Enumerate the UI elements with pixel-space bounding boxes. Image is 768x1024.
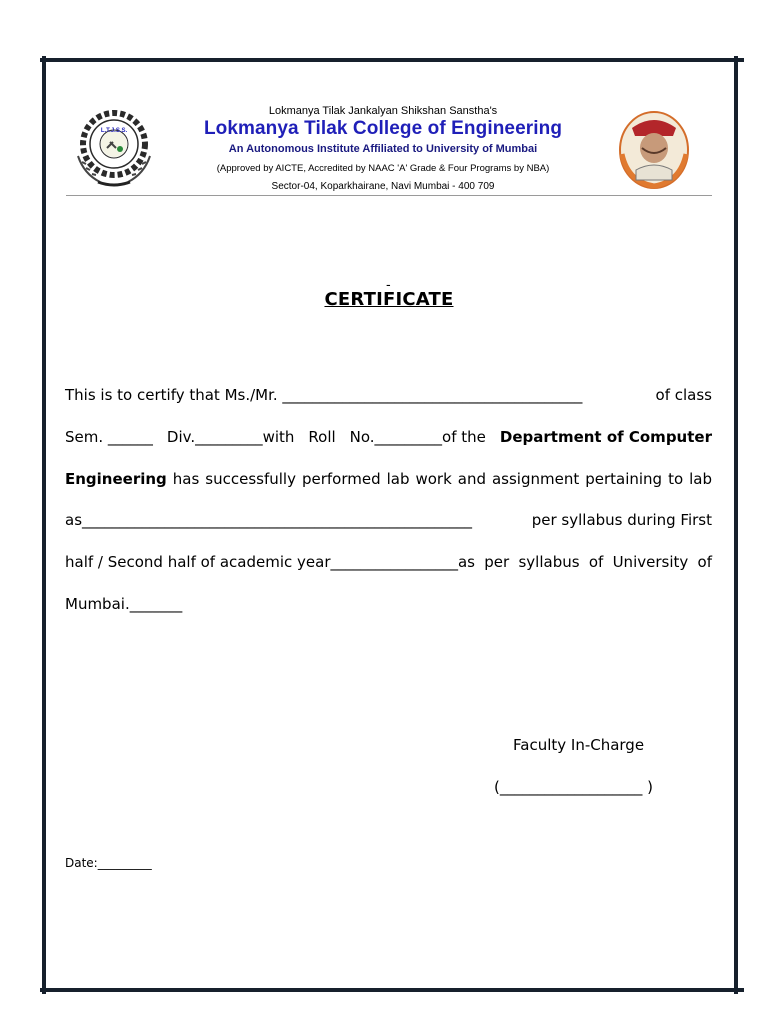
border-left bbox=[42, 56, 46, 994]
word: per bbox=[484, 553, 510, 571]
department-text: Department of Computer bbox=[499, 428, 712, 446]
word: assignment bbox=[491, 470, 580, 488]
college-emblem-logo bbox=[70, 104, 160, 190]
sem-text: Sem. ______ bbox=[65, 428, 153, 446]
border-right bbox=[734, 56, 738, 994]
word: successfully bbox=[205, 470, 296, 488]
body-line-4 bbox=[65, 511, 712, 529]
word: syllabus bbox=[518, 553, 580, 571]
word: of bbox=[697, 553, 712, 571]
body-line-6: Mumbai._______ bbox=[65, 595, 183, 613]
lab-name-blank: as____________________________________________________ bbox=[65, 511, 473, 529]
address-line: Sector-04, Koparkhairane, Navi Mumbai - 400 709 bbox=[271, 181, 495, 192]
body-line-1 bbox=[65, 386, 712, 404]
body-line-2 bbox=[65, 428, 712, 446]
of-class-text: of class bbox=[655, 386, 712, 404]
sanstha-name: Lokmanya Tilak Jankalyan Shikshan Sanstha's bbox=[268, 105, 498, 117]
signature-blank: (___________________ ) bbox=[494, 778, 653, 796]
border-top bbox=[40, 58, 744, 62]
word: to bbox=[668, 470, 684, 488]
word: of bbox=[588, 553, 604, 571]
engineering-text: Engineering bbox=[65, 470, 167, 488]
academic-year-text: half / Second half of academic year_________________as bbox=[65, 553, 475, 571]
word: lab bbox=[689, 470, 712, 488]
date-field: Date:_________ bbox=[65, 856, 152, 870]
border-bottom bbox=[40, 988, 744, 992]
emblem-text: L.T.J.S.S. bbox=[100, 128, 128, 134]
certificate-title: CERTIFICATE bbox=[324, 289, 454, 310]
body-line-3 bbox=[65, 470, 712, 488]
faculty-in-charge-label: Faculty In-Charge bbox=[513, 736, 645, 754]
header-divider bbox=[66, 195, 712, 196]
word: has bbox=[172, 470, 200, 488]
college-name: Lokmanya Tilak College of Engineering bbox=[203, 118, 563, 139]
syllabus-first-text: per syllabus during First bbox=[531, 511, 712, 529]
approval-line: (Approved by AICTE, Accredited by NAAC 'A' Grade & Four Programs by NBA) bbox=[216, 163, 550, 174]
roll-no-text: No._________of the bbox=[349, 428, 486, 446]
word: and bbox=[457, 470, 486, 488]
body-line-5 bbox=[65, 553, 712, 571]
word: performed bbox=[301, 470, 381, 488]
title-dash: - bbox=[386, 276, 391, 292]
founder-portrait-logo bbox=[612, 108, 696, 192]
certify-name-text: This is to certify that Ms./Mr. ________________________________________ bbox=[65, 386, 583, 404]
autonomous-line: An Autonomous Institute Affiliated to University of Mumbai bbox=[228, 143, 538, 155]
roll-text: Roll bbox=[308, 428, 336, 446]
div-text: Div._________with bbox=[166, 428, 295, 446]
word: work bbox=[415, 470, 452, 488]
word: pertaining bbox=[585, 470, 663, 488]
word: lab bbox=[386, 470, 410, 488]
word: University bbox=[612, 553, 689, 571]
